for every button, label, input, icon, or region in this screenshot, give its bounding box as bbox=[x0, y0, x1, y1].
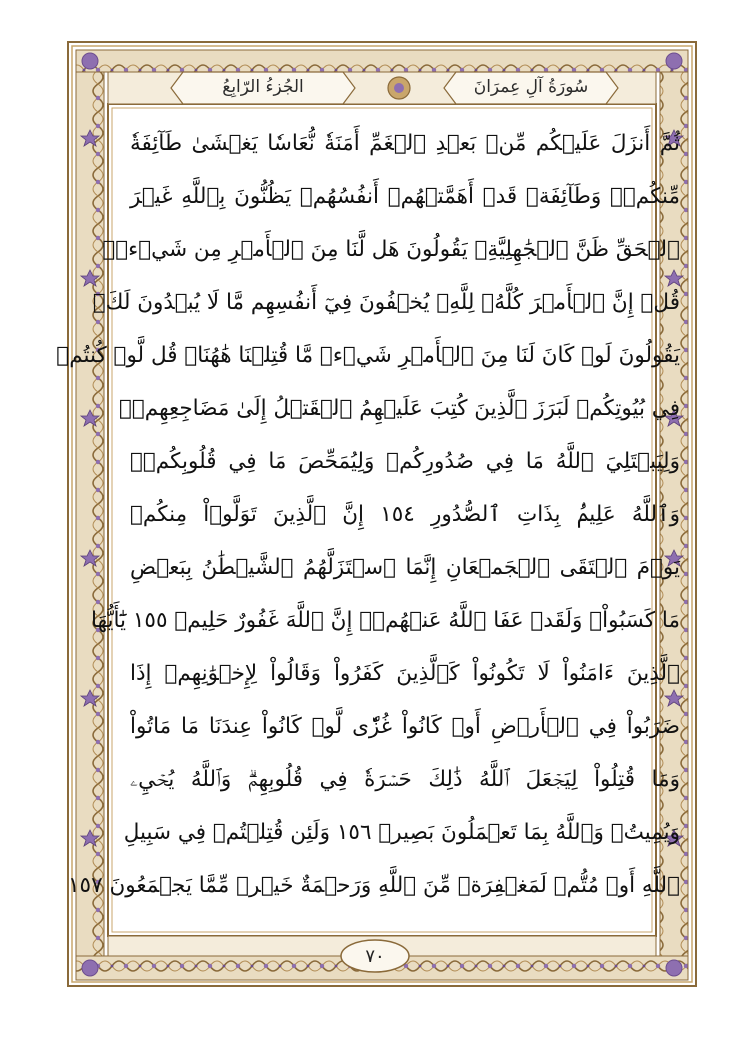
text-line: وَمَا قُتِلُواْ لِيَجۡعَلَ ٱللَّهُ ذَٰلِكَ حَسۡرَةٗ فِي قُلُوبِهِمۡۗ وَٱللَّهُ يُحۡيِۦ bbox=[130, 767, 680, 792]
text-line: يَقُولُونَ لَوۡ كَانَ لَنَا مِنَ ٱلۡأَمۡرِ شَيۡءٞ مَّا قُتِلۡنَا هَٰهُنَاۗ قُل لَّوۡ كُنتُمۡ bbox=[56, 343, 680, 368]
text-line: فِي بُيُوتِكُمۡ لَبَرَزَ ٱلَّذِينَ كُتِبَ عَلَيۡهِمُ ٱلۡقَتۡلُ إِلَىٰ مَضَاجِعِهِمۡۖ bbox=[118, 396, 680, 421]
text-line: مِّنكُمۡۖ وَطَآئِفَةٞ قَدۡ أَهَمَّتۡهُمۡ أَنفُسُهُمۡ يَظُنُّونَ بِٱللَّهِ غَيۡرَ bbox=[130, 184, 680, 209]
text-line: وَيُمِيتُۗ وَٱللَّهُ بِمَا تَعۡمَلُونَ بَصِيرٞ ١٥٦ وَلَئِن قُتِلۡتُمۡ فِي سَبِيلِ bbox=[123, 820, 680, 845]
text-line: ٱللَّهِ أَوۡ مُتُّمۡ لَمَغۡفِرَةٞ مِّنَ ٱللَّهِ وَرَحۡمَةٌ خَيۡرٞ مِّمَّا يَجۡمَعُونَ ١٥٧ bbox=[67, 873, 680, 898]
text-line: قُلۡ إِنَّ ٱلۡأَمۡرَ كُلَّهُۥ لِلَّهِۗ يُخۡفُونَ فِيٓ أَنفُسِهِم مَّا لَا يُبۡدُونَ لَكَۖ bbox=[92, 290, 680, 315]
verse-text-block bbox=[56, 118, 680, 918]
surah-title: سُورَةُ آلِ عِمرَانَ bbox=[473, 77, 589, 97]
page-number: ٧٠ bbox=[365, 945, 385, 967]
text-line: وَلِيَبۡتَلِيَ ٱللَّهُ مَا فِي صُدُورِكُمۡ وَلِيُمَحِّصَ مَا فِي قُلُوبِكُمۡۚ bbox=[130, 449, 680, 474]
text-line: ٱلۡحَقِّ ظَنَّ ٱلۡجَٰهِلِيَّةِۖ يَقُولُونَ هَل لَّنَا مِنَ ٱلۡأَمۡرِ مِن شَيۡءٖۗ bbox=[102, 237, 680, 262]
text-line: وَٱللَّهُ عَلِيمُۢ بِذَاتِ ٱلصُّدُورِ ١٥٤ إِنَّ ٱلَّذِينَ تَوَلَّوۡاْ مِنكُمۡ bbox=[130, 502, 680, 527]
juz-title: الجُزءُ الرّابِعُ bbox=[222, 77, 304, 97]
text-line: ٱلَّذِينَ ءَامَنُواْ لَا تَكُونُواْ كَٱلَّذِينَ كَفَرُواْ وَقَالُواْ لِإِخۡوَٰنِهِمۡ إِذَا bbox=[130, 661, 680, 686]
text-line: ضَرَبُواْ فِي ٱلۡأَرۡضِ أَوۡ كَانُواْ غُزّٗى لَّوۡ كَانُواْ عِندَنَا مَا مَاتُواْ bbox=[130, 714, 680, 739]
text-line: يَوۡمَ ٱلۡتَقَى ٱلۡجَمۡعَانِ إِنَّمَا ٱسۡتَزَلَّهُمُ ٱلشَّيۡطَٰنُ بِبَعۡضِ bbox=[130, 555, 680, 580]
text-line: مَا كَسَبُواْۖ وَلَقَدۡ عَفَا ٱللَّهُ عَنۡهُمۡۗ إِنَّ ٱللَّهَ غَفُورٌ حَلِيمٞ ١٥٥ يَٰٓأَيُّهَا bbox=[91, 608, 680, 633]
text-line: ثُمَّ أَنزَلَ عَلَيۡكُم مِّنۢ بَعۡدِ ٱلۡغَمِّ أَمَنَةٗ نُّعَاسٗا يَغۡشَىٰ طَآئِفَةٗ bbox=[130, 131, 680, 156]
